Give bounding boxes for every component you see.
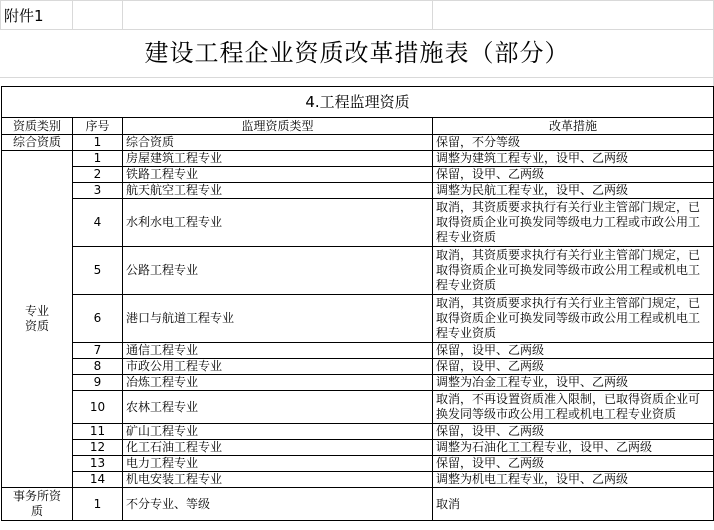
seq-cell: 1: [73, 151, 123, 167]
measure-cell: 调整为冶金工程专业，设甲、乙两级: [433, 375, 714, 391]
table-row: [2, 440, 714, 456]
seq-cell: 9: [73, 375, 123, 391]
type-cell: 铁路工程专业: [123, 167, 433, 183]
measure-cell: 取消，其资质要求执行有关行业主管部门规定，已取得资质企业可换发同等级市政公用工程或机电工程专业资质: [433, 247, 714, 295]
seq-cell: 1: [73, 135, 123, 151]
category-label-professional: 专业资质: [24, 304, 49, 333]
table-row: [2, 135, 714, 151]
measure-cell: 保留，设甲、乙两级: [433, 456, 714, 472]
document-title: 建设工程企业资质改革措施表（部分）: [144, 39, 570, 67]
category-label-firm: 事务所资质: [12, 489, 61, 518]
seq-cell: 7: [73, 343, 123, 359]
gridline: [72, 0, 73, 30]
measure-cell: 取消，其资质要求执行有关行业主管部门规定，已取得资质企业可换发同等级市政公用工程或机电工程专业资质: [433, 295, 714, 343]
type-cell: 房屋建筑工程专业: [123, 151, 433, 167]
type-cell: 公路工程专业: [123, 247, 433, 295]
gridline: [0, 77, 714, 78]
section-header-row: [2, 87, 714, 118]
table-row: [2, 199, 714, 247]
measure-cell: 调整为机电工程专业，设甲、乙两级: [433, 472, 714, 488]
measure-cell: 取消: [433, 488, 714, 521]
header-measure: 改革措施: [433, 118, 714, 135]
header-type: 监理资质类型: [123, 118, 433, 135]
measure-cell: 保留，设甲、乙两级: [433, 424, 714, 440]
seq-cell: 5: [73, 247, 123, 295]
seq-cell: 6: [73, 295, 123, 343]
type-cell: 机电安装工程专业: [123, 472, 433, 488]
gridline: [432, 0, 433, 30]
table-row: [2, 151, 714, 167]
type-cell: 冶炼工程专业: [123, 375, 433, 391]
gridline: [0, 0, 1, 30]
attachment-label: 附件1: [4, 7, 44, 25]
category-cell-firm: [2, 488, 73, 521]
type-cell: 电力工程专业: [123, 456, 433, 472]
seq-cell: 12: [73, 440, 123, 456]
type-cell: 矿山工程专业: [123, 424, 433, 440]
table-row: [2, 375, 714, 391]
table-row: [2, 472, 714, 488]
type-cell: 港口与航道工程专业: [123, 295, 433, 343]
type-cell: 水利水电工程专业: [123, 199, 433, 247]
type-cell: 综合资质: [123, 135, 433, 151]
header-seq: 序号: [73, 118, 123, 135]
table-row: [2, 424, 714, 440]
header-category: 资质类别: [2, 118, 73, 135]
seq-cell: 14: [73, 472, 123, 488]
seq-cell: 3: [73, 183, 123, 199]
table-row: [2, 359, 714, 375]
measure-cell: 调整为建筑工程专业，设甲、乙两级: [433, 151, 714, 167]
seq-cell: 8: [73, 359, 123, 375]
seq-cell: 1: [73, 488, 123, 521]
measure-cell: 取消，不再设置资质准入限制，已取得资质企业可换发同等级市政公用工程或机电工程专业资质: [433, 391, 714, 424]
type-cell: 农林工程专业: [123, 391, 433, 424]
table-row: [2, 391, 714, 424]
seq-cell: 11: [73, 424, 123, 440]
gridline: [0, 0, 714, 1]
section-title: 4.工程监理资质: [2, 87, 714, 118]
gridline: [0, 29, 714, 30]
table-row: [2, 456, 714, 472]
measure-cell: 调整为民航工程专业，设甲、乙两级: [433, 183, 714, 199]
column-header-row: [2, 118, 714, 135]
type-cell: 通信工程专业: [123, 343, 433, 359]
category-cell-professional: [2, 151, 73, 488]
type-cell: 航天航空工程专业: [123, 183, 433, 199]
measure-cell: 调整为石油化工工程专业，设甲、乙两级: [433, 440, 714, 456]
gridline: [122, 0, 123, 30]
qualification-reform-table: [1, 86, 714, 521]
measure-cell: 保留，不分等级: [433, 135, 714, 151]
table-row: [2, 488, 714, 521]
type-cell: 不分专业、等级: [123, 488, 433, 521]
table-row: [2, 167, 714, 183]
table-row: [2, 247, 714, 295]
type-cell: 市政公用工程专业: [123, 359, 433, 375]
measure-cell: 保留，设甲、乙两级: [433, 343, 714, 359]
measure-cell: 保留，设甲、乙两级: [433, 359, 714, 375]
table-row: [2, 343, 714, 359]
category-cell-comprehensive: 综合资质: [2, 135, 73, 151]
table-row: [2, 183, 714, 199]
seq-cell: 2: [73, 167, 123, 183]
measure-cell: 保留，设甲、乙两级: [433, 167, 714, 183]
type-cell: 化工石油工程专业: [123, 440, 433, 456]
seq-cell: 13: [73, 456, 123, 472]
table-row: [2, 295, 714, 343]
measure-cell: 取消，其资质要求执行有关行业主管部门规定，已取得资质企业可换发同等级电力工程或市政公用工程专业资质: [433, 199, 714, 247]
seq-cell: 4: [73, 199, 123, 247]
seq-cell: 10: [73, 391, 123, 424]
